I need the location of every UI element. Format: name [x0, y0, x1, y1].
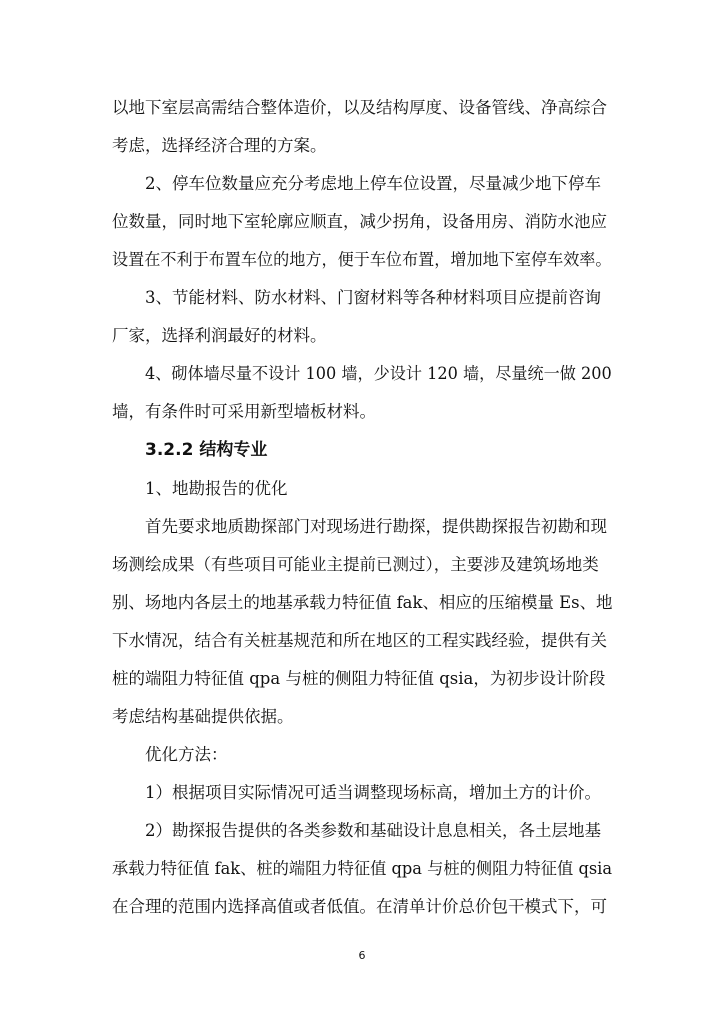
page-number: 6: [358, 949, 366, 962]
text-line: 场测绘成果（有些项目可能业主提前已测过），主要涉及建筑场地类: [112, 555, 599, 574]
text-line: 墙，有条件时可采用新型墙板材料。: [112, 402, 376, 421]
text-line: 厂家，选择利润最好的材料。: [112, 326, 327, 345]
text-line: 位数量，同时地下室轮廓应顺直，减少拐角，设备用房、消防水池应: [112, 212, 607, 231]
text-line: 别、场地内各层土的地基承载力特征值 fak、相应的压缩模量 Es、地: [112, 593, 613, 612]
text-line: 考虑结构基础提供依据。: [112, 707, 294, 726]
text-line: 在合理的范围内选择高值或者低值。在清单计价总价包干模式下，可: [112, 897, 607, 916]
section-heading: 3.2.2 结构专业: [145, 440, 268, 460]
text-line: 2、停车位数量应充分考虑地上停车位设置，尽量减少地下停车: [145, 174, 601, 193]
text-line: 3、节能材料、防水材料、门窗材料等各种材料项目应提前咨询: [145, 288, 601, 307]
text-line: 考虑，选择经济合理的方案。: [112, 136, 327, 155]
text-line: 2）勘探报告提供的各类参数和基础设计息息相关，各土层地基: [145, 821, 601, 840]
text-line: 承载力特征值 fak、桩的端阻力特征值 qpa 与桩的侧阻力特征值 qsia: [112, 859, 613, 878]
text-line: 1、地勘报告的优化: [145, 479, 288, 498]
text-line: 4、砌体墙尽量不设计 100 墙，少设计 120 墙，尽量统一做 200: [145, 364, 612, 383]
text-line: 下水情况，结合有关桩基规范和所在地区的工程实践经验，提供有关: [112, 631, 607, 650]
text-line: 以地下室层高需结合整体造价，以及结构厚度、设备管线、净高综合: [112, 98, 607, 117]
text-line: 首先要求地质勘探部门对现场进行勘探，提供勘探报告初勘和现: [145, 517, 607, 536]
text-line: 桩的端阻力特征值 qpa 与桩的侧阻力特征值 qsia，为初步设计阶段: [112, 669, 606, 688]
text-line: 设置在不利于布置车位的地方，便于车位布置，增加地下室停车效率。: [112, 250, 612, 269]
text-line: 优化方法：: [145, 745, 228, 764]
text-line: 1）根据项目实际情况可适当调整现场标高，增加土方的计价。: [145, 783, 601, 802]
